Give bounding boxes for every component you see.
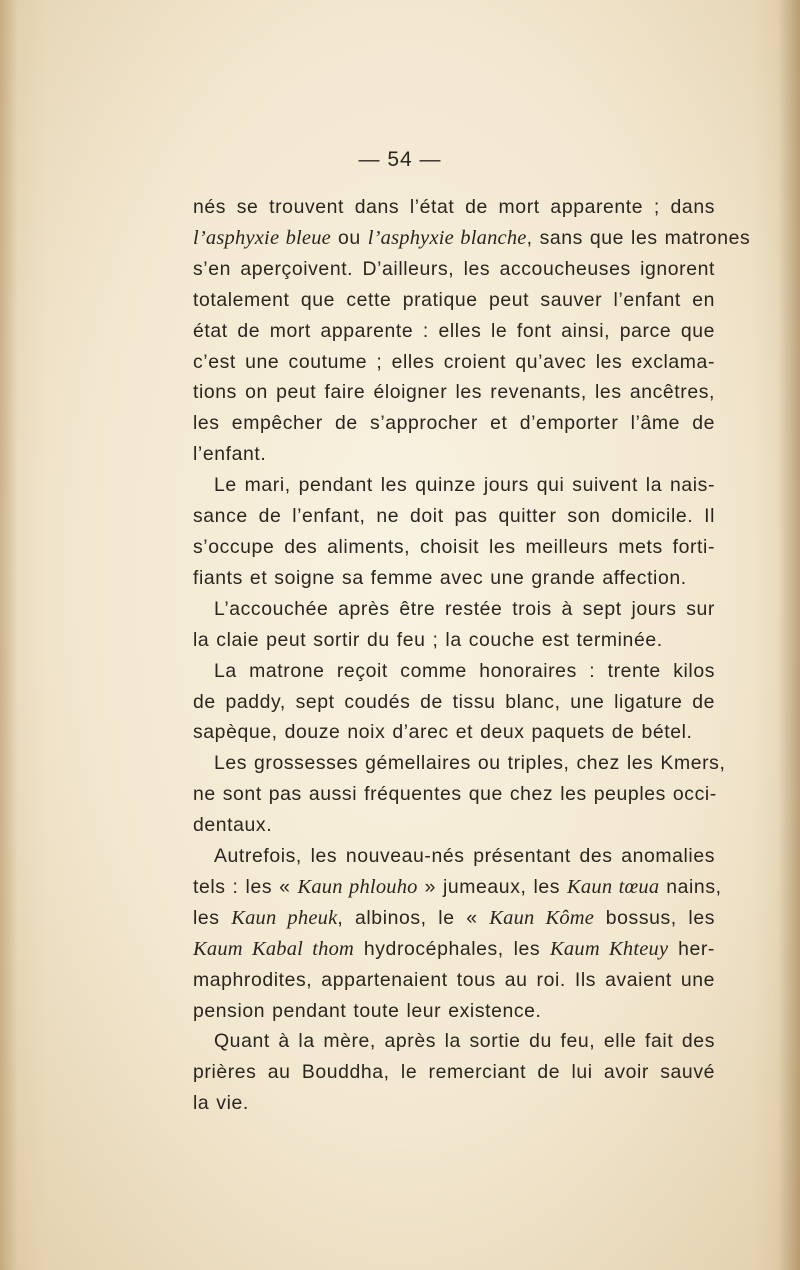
text-line	[193, 439, 715, 470]
text-line	[193, 594, 715, 625]
text-line	[193, 656, 715, 687]
italic-term: Kaun pheuk	[231, 906, 338, 929]
italic-term: l’asphyxie blanche	[367, 226, 527, 249]
text-segment: état de mort apparente : elles le font ainsi, parce que	[193, 319, 715, 342]
text-line	[193, 779, 715, 810]
text-segment: sance de l’enfant, ne doit pas quitter son domicile. Il	[193, 505, 715, 528]
italic-term: Kaum Khteuy	[550, 937, 669, 960]
text-line	[193, 996, 715, 1027]
text-segment: tions on peut faire éloigner les revenants, les ancêtres,	[193, 381, 715, 404]
text-line	[193, 934, 715, 965]
text-segment: bossus, les	[594, 906, 716, 929]
text-line	[193, 965, 715, 996]
text-segment: totalement que cette pratique peut sauver l’enfant en	[193, 288, 715, 311]
text-segment: la vie.	[193, 1092, 249, 1115]
text-line	[193, 810, 715, 841]
text-segment: sapèque, douze noix d’arec et deux paquets de bétel.	[193, 721, 693, 744]
text-line	[193, 717, 715, 748]
text-line	[193, 192, 715, 223]
text-segment: ne sont pas aussi fréquentes que chez les peuples occi-	[193, 783, 717, 806]
page-shadow-right	[778, 0, 800, 1270]
text-line	[193, 625, 715, 656]
text-segment: , albinos, le «	[337, 906, 490, 929]
text-line	[193, 748, 726, 779]
text-segment: la claie peut sortir du feu ; la couche est terminée.	[193, 628, 663, 651]
italic-term: Kaun phlouho	[297, 875, 418, 898]
text-segment: , sans que les matrones	[526, 226, 751, 249]
text-line	[193, 285, 715, 316]
text-segment: les	[193, 906, 232, 929]
page-shadow-left	[0, 0, 18, 1270]
italic-term: Kaun tœua	[567, 875, 660, 898]
text-segment: l’enfant.	[193, 443, 267, 466]
text-segment: Quant à la mère, après la sortie du feu, elle fait des	[214, 1030, 715, 1053]
text-line	[193, 903, 715, 934]
italic-term: Kaum Kabal thom	[193, 937, 355, 960]
text-line	[193, 563, 715, 594]
text-segment: tels : les «	[193, 875, 298, 898]
text-line	[193, 377, 715, 408]
text-segment: hydrocéphales, les	[354, 937, 551, 960]
text-segment: s’en aperçoivent. D’ailleurs, les accoucheuses ignorent	[193, 257, 715, 280]
text-segment: les empêcher de s’approcher et d’emporter l’âme de	[193, 412, 715, 435]
page-number: — 54 —	[358, 148, 442, 171]
text-segment: L’accouchée après être restée trois à sept jours sur	[214, 597, 715, 620]
text-line	[193, 841, 715, 872]
text-segment: fiants et soigne sa femme avec une grande affection.	[193, 566, 687, 589]
text-line	[193, 1057, 715, 1088]
text-line	[193, 872, 722, 903]
text-segment: » jumeaux, les	[417, 875, 568, 898]
text-line	[193, 347, 715, 378]
text-line	[193, 223, 751, 254]
body-text	[193, 192, 751, 1119]
text-segment: her-	[668, 937, 715, 960]
text-segment: nés se trouvent dans l’état de mort apparente ; dans	[193, 196, 715, 218]
text-segment: prières au Bouddha, le remerciant de lui avoir sauvé	[193, 1061, 715, 1084]
text-line	[193, 532, 715, 563]
text-segment: ou	[330, 226, 368, 249]
text-line	[193, 316, 715, 347]
text-line	[193, 1026, 715, 1057]
text-segment: nains,	[659, 875, 722, 898]
text-line	[193, 501, 715, 532]
text-segment: s’occupe des aliments, choisit les meilleurs mets forti-	[193, 535, 715, 558]
text-segment: c’est une coutume ; elles croient qu’avec les exclama-	[193, 350, 715, 373]
text-segment: Autrefois, les nouveau-nés présentant des anomalies	[214, 845, 715, 868]
text-line	[193, 470, 715, 501]
text-segment: La matrone reçoit comme honoraires : trente kilos	[214, 659, 715, 682]
text-line	[193, 687, 715, 718]
text-segment: Le mari, pendant les quinze jours qui suivent la nais-	[214, 474, 715, 497]
text-line	[193, 1088, 715, 1119]
text-segment: maphrodites, appartenaient tous au roi. Ils avaient une	[193, 968, 715, 991]
text-segment: dentaux.	[193, 814, 273, 837]
italic-term: l’asphyxie bleue	[193, 226, 331, 249]
text-segment: de paddy, sept coudés de tissu blanc, une ligature de	[193, 690, 715, 713]
text-segment: pension pendant toute leur existence.	[193, 999, 542, 1022]
text-segment: Les grossesses gémellaires ou triples, chez les Kmers,	[214, 752, 726, 775]
italic-term: Kaun Kôme	[489, 906, 595, 929]
text-line	[193, 254, 715, 285]
text-line	[193, 408, 715, 439]
